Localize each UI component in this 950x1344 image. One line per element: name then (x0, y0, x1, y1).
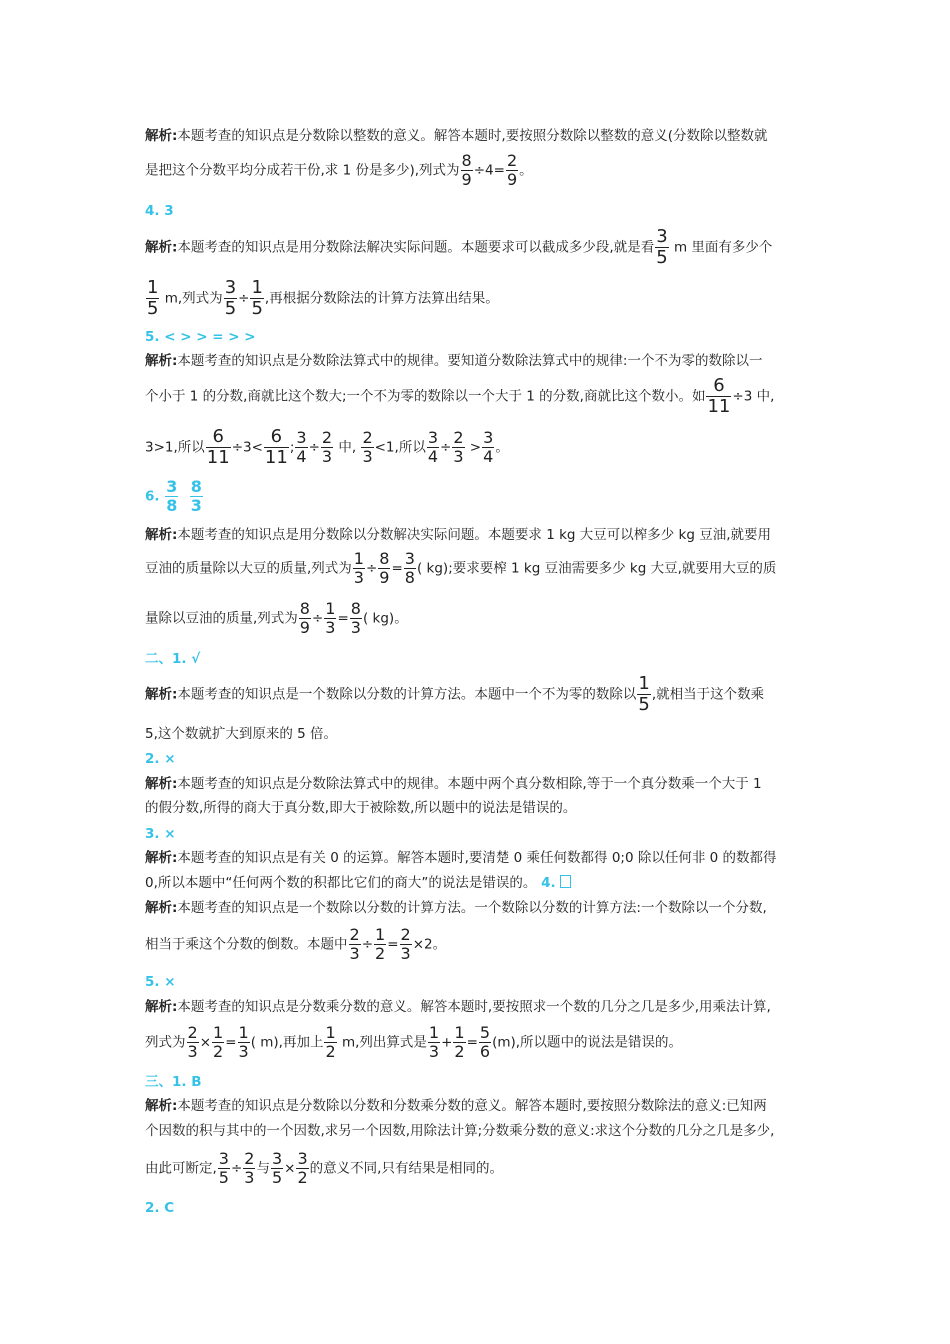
fraction (400, 926, 412, 963)
text-span: ( kg)。 (362, 610, 408, 627)
text-span: 解析: (145, 999, 178, 1015)
text-span: 3>1,所以 (145, 439, 205, 456)
fraction (243, 1150, 255, 1187)
text-span: 解析: (145, 776, 178, 792)
numerator: 2 (506, 151, 518, 170)
text-span: 中, (334, 439, 361, 456)
text-span: ( kg);要求要榨 1 kg 豆油需要多少 kg 大豆,就要用大豆的质 (416, 560, 777, 577)
denominator: 2 (325, 1042, 336, 1061)
text-span: 本题考查的知识点是分数除以整数的意义。解答本题时,要按照分数除以整数的意义(分数除以整数就 (177, 128, 768, 144)
text-span: 的意义不同,只有结果是相同的。 (309, 1160, 503, 1177)
fraction (349, 926, 361, 963)
denominator: 3 (350, 618, 361, 637)
numerator: 1 (454, 1023, 465, 1042)
text-span: 豆油的质量除以大豆的质量,列式为 (145, 560, 352, 577)
text-span: ÷ (440, 439, 452, 456)
numerator: 3 (271, 1149, 283, 1168)
numerator: 1 (238, 1023, 249, 1042)
text-span: 解析: (145, 527, 178, 543)
denominator: 8 (404, 568, 415, 587)
numerator: 1 (428, 1023, 440, 1042)
denominator: 4 (296, 447, 307, 466)
fraction (428, 1024, 440, 1061)
analysis-line: 个因数的积与其中的一个因数,求另一个因数,用除法计算;分数乘分数的意义:求这个分数的几分之几是多少, (145, 1123, 775, 1139)
text-span: 本题考查的知识点是用分数除法解决实际问题。本题要求可以截成多少段,就是看 (177, 239, 655, 256)
fraction (324, 600, 336, 637)
analysis-line (145, 152, 533, 189)
fraction (655, 227, 668, 268)
text-span: 本题考查的知识点是分数乘分数的意义。解答本题时,要按照求一个数的几分之几是多少,用乘法计算, (177, 999, 771, 1015)
numerator: 6 (206, 427, 231, 448)
text-span (536, 875, 571, 891)
fraction (299, 600, 311, 637)
text-span: 相当于乘这个分数的倒数。本题中 (145, 936, 348, 953)
text-span: 。 (495, 439, 509, 456)
fraction (361, 429, 373, 466)
numerator: 8 (350, 599, 361, 618)
numerator: 1 (147, 277, 159, 298)
fraction (146, 278, 159, 319)
text-span: 本题考查的知识点是分数除法算式中的规律。本题中两个真分数相除,等于一个真分数乘一个大于 1 (177, 776, 762, 792)
text-span: <1,所以 (374, 439, 426, 456)
text-span: m 里面有多少个 (669, 239, 773, 256)
analysis-line: 5,这个数就扩大到原来的 5 倍。 (145, 726, 338, 742)
text-span: = (225, 1034, 237, 1051)
denominator: 3 (353, 568, 364, 587)
numerator: 8 (379, 549, 390, 568)
analysis-line (145, 1098, 767, 1114)
denominator: 2 (297, 1168, 308, 1187)
denominator: 5 (638, 694, 650, 715)
answer-heading: 5. × (145, 974, 176, 990)
text-span: 解析: (145, 900, 178, 916)
numerator: 1 (325, 599, 336, 618)
fraction (218, 1150, 230, 1187)
text-span: 0,所以本题中“任何两个数的积都比它们的商大”的说法是错误的。 (145, 875, 537, 891)
numerator: 8 (461, 151, 472, 170)
numerator: 8 (299, 599, 310, 618)
text-span: ÷ (230, 1160, 243, 1177)
denominator: 9 (379, 568, 390, 587)
text-span: 列式为 (145, 1034, 186, 1051)
text-span: 是把这个分数平均分成若干份,求 1 份是多少),列式为 (145, 162, 460, 179)
text-span: ,就相当于这个数乘 (651, 686, 765, 703)
text-span: ÷3 中, (732, 388, 775, 405)
numerator: 2 (321, 428, 333, 447)
numerator: 3 (483, 428, 494, 447)
denominator: 3 (190, 496, 202, 515)
analysis-line (145, 1024, 682, 1061)
numerator: 2 (187, 1023, 198, 1042)
denominator: 5 (656, 247, 668, 268)
fraction (264, 427, 289, 468)
analysis-line (145, 1150, 503, 1187)
missing-glyph-box (560, 875, 571, 888)
fraction (637, 674, 650, 715)
text-span: 本题考查的知识点是分数除以分数和分数乘分数的意义。解答本题时,要按照分数除法的意义:已知两 (177, 1098, 767, 1114)
analysis-line (145, 926, 446, 963)
text-span: ÷ (311, 610, 324, 627)
fraction (479, 1024, 491, 1061)
text-span: 解析: (145, 850, 178, 866)
numerator: 1 (375, 925, 386, 944)
analysis-line (145, 600, 408, 637)
analysis-line (145, 674, 764, 715)
denominator: 4 (483, 447, 494, 466)
text-span: m,列出算式是 (337, 1034, 427, 1051)
analysis-line (145, 875, 571, 891)
denominator: 5 (271, 1168, 283, 1187)
text-span: m,列式为 (160, 290, 223, 307)
fraction (350, 600, 362, 637)
numerator: 2 (400, 925, 411, 944)
numerator: 6 (264, 427, 289, 448)
numerator: 3 (427, 428, 439, 447)
numerator: 1 (353, 549, 364, 568)
text-span: > (465, 439, 482, 456)
numerator: 3 (224, 277, 237, 298)
numerator: 1 (325, 1023, 336, 1042)
fraction (250, 278, 263, 319)
fraction (165, 478, 178, 515)
text-span: 解析: (145, 686, 178, 703)
answer-heading: 二、1. √ (145, 651, 201, 667)
text-span: = (391, 560, 403, 577)
fraction (452, 429, 464, 466)
fraction (296, 1150, 308, 1187)
text-span: 与 (256, 1160, 270, 1177)
numerator: 1 (251, 277, 263, 298)
denominator: 2 (375, 944, 386, 963)
text-span: 本题考查的知识点是一个数除以分数的计算方法。一个数除以分数的计算方法:一个数除以一个分数, (177, 900, 767, 916)
fraction (706, 376, 731, 417)
text-span: 。 (519, 162, 533, 179)
text-span: × (284, 1160, 296, 1177)
denominator: 3 (325, 618, 336, 637)
text-span: ÷3< (231, 439, 263, 456)
text-span: 本题考查的知识点是一个数除以分数的计算方法。本题中一个不为零的数除以 (177, 686, 637, 703)
fraction (190, 478, 203, 515)
text-span: ÷ (238, 290, 250, 307)
text-span: (m),所以题中的说法是错误的。 (492, 1034, 683, 1051)
numerator: 3 (404, 549, 415, 568)
analysis-line: 的假分数,所得的商大于真分数,即大于被除数,所以题中的说法是错误的。 (145, 800, 577, 816)
analysis-line (145, 128, 767, 144)
fraction (482, 429, 494, 466)
denominator: 3 (244, 1168, 255, 1187)
numerator: 3 (296, 428, 307, 447)
answer-heading: 三、1. B (145, 1074, 202, 1090)
text-span: 解析: (145, 1098, 178, 1114)
fraction (206, 427, 231, 468)
text-span: = (466, 1034, 478, 1051)
numerator: 1 (638, 673, 650, 694)
fraction (353, 550, 365, 587)
denominator: 3 (362, 447, 373, 466)
fraction (324, 1024, 336, 1061)
numerator: 2 (453, 428, 464, 447)
denominator: 2 (454, 1042, 465, 1061)
denominator: 3 (428, 1042, 440, 1061)
numerator: 3 (656, 226, 668, 247)
fraction (461, 152, 473, 189)
analysis-line (145, 227, 772, 268)
analysis-line (145, 278, 499, 319)
text-span: × (199, 1034, 211, 1051)
text-span: ,再根据分数除法的计算方法算出结果。 (264, 290, 499, 307)
analysis-line (145, 427, 509, 468)
denominator: 11 (707, 396, 731, 417)
text-span: 由此可断定, (145, 1160, 217, 1177)
denominator: 11 (264, 447, 288, 468)
numerator: 2 (244, 1149, 255, 1168)
numerator: 8 (190, 477, 202, 496)
numerator: 3 (166, 477, 178, 496)
fraction (453, 1024, 465, 1061)
text-span: ÷ (308, 439, 320, 456)
fraction (212, 1024, 224, 1061)
answer-heading: 2. × (145, 751, 176, 767)
text-span: ×2。 (412, 936, 447, 953)
text-span: ÷4= (473, 162, 505, 179)
denominator: 3 (238, 1042, 249, 1061)
fraction (506, 152, 518, 189)
fraction (295, 429, 307, 466)
analysis-line (145, 376, 774, 417)
text-span: ( m),再加上 (250, 1034, 324, 1051)
text-span: 量除以豆油的质量,列式为 (145, 610, 298, 627)
analysis-line (145, 850, 777, 866)
answer-heading (145, 478, 204, 515)
text-span: 本题考查的知识点是分数除法算式中的规律。要知道分数除法算式中的规律:一个不为零的数除以一 (177, 353, 763, 369)
analysis-line (145, 999, 771, 1015)
text-span: 本题考查的知识点是用分数除以分数解决实际问题。本题要求 1 kg 大豆可以榨多少 kg 豆油,就要用 (177, 527, 772, 543)
fraction (224, 278, 237, 319)
fraction (271, 1150, 283, 1187)
denominator: 3 (321, 447, 333, 466)
answer-heading: 2. C (145, 1200, 175, 1216)
denominator: 3 (349, 944, 360, 963)
denominator: 6 (479, 1042, 491, 1061)
analysis-line (145, 550, 776, 587)
analysis-line (145, 900, 767, 916)
answer-heading: 4. 3 (145, 203, 174, 219)
numerator: 6 (706, 376, 731, 397)
numerator: 2 (362, 428, 373, 447)
denominator: 11 (206, 447, 230, 468)
fraction (238, 1024, 250, 1061)
denominator: 9 (299, 618, 310, 637)
analysis-line (145, 353, 762, 369)
analysis-line (145, 527, 771, 543)
fraction (404, 550, 416, 587)
text-span: 4. (541, 875, 556, 891)
fraction (321, 429, 333, 466)
denominator: 9 (461, 170, 472, 189)
text-span: ; (289, 439, 295, 456)
text-span: + (441, 1034, 453, 1051)
fraction (187, 1024, 199, 1061)
numerator: 3 (218, 1149, 229, 1168)
text-span: = (387, 936, 399, 953)
denominator: 5 (147, 298, 159, 319)
answer-heading: 3. × (145, 826, 176, 842)
denominator: 3 (400, 944, 411, 963)
text-span: 解析: (145, 128, 178, 144)
numerator: 1 (213, 1023, 224, 1042)
denominator: 8 (166, 496, 178, 515)
analysis-line (145, 776, 762, 792)
denominator: 5 (224, 298, 237, 319)
fraction (374, 926, 386, 963)
denominator: 3 (187, 1042, 198, 1061)
numerator: 5 (479, 1023, 491, 1042)
text-span: 6. (145, 488, 160, 505)
answer-heading: 5. < > > = > > (145, 329, 256, 345)
text-span: 个小于 1 的分数,商就比这个数大;一个不为零的数除以一个大于 1 的分数,商就比这个数小。如 (145, 388, 706, 405)
text-span: 解析: (145, 239, 178, 256)
denominator: 2 (213, 1042, 224, 1061)
denominator: 5 (251, 298, 263, 319)
numerator: 3 (297, 1149, 308, 1168)
fraction (378, 550, 390, 587)
text-span: ÷ (361, 936, 373, 953)
text-span: = (337, 610, 349, 627)
fraction (427, 429, 439, 466)
denominator: 3 (453, 447, 464, 466)
denominator: 9 (506, 170, 518, 189)
text-span: 解析: (145, 353, 178, 369)
numerator: 2 (349, 925, 360, 944)
text-span: 本题考查的知识点是有关 0 的运算。解答本题时,要清楚 0 乘任何数都得 0;0 除以任何非 0 的数都得 (177, 850, 777, 866)
denominator: 4 (427, 447, 439, 466)
text-span: ÷ (365, 560, 378, 577)
denominator: 5 (218, 1168, 229, 1187)
